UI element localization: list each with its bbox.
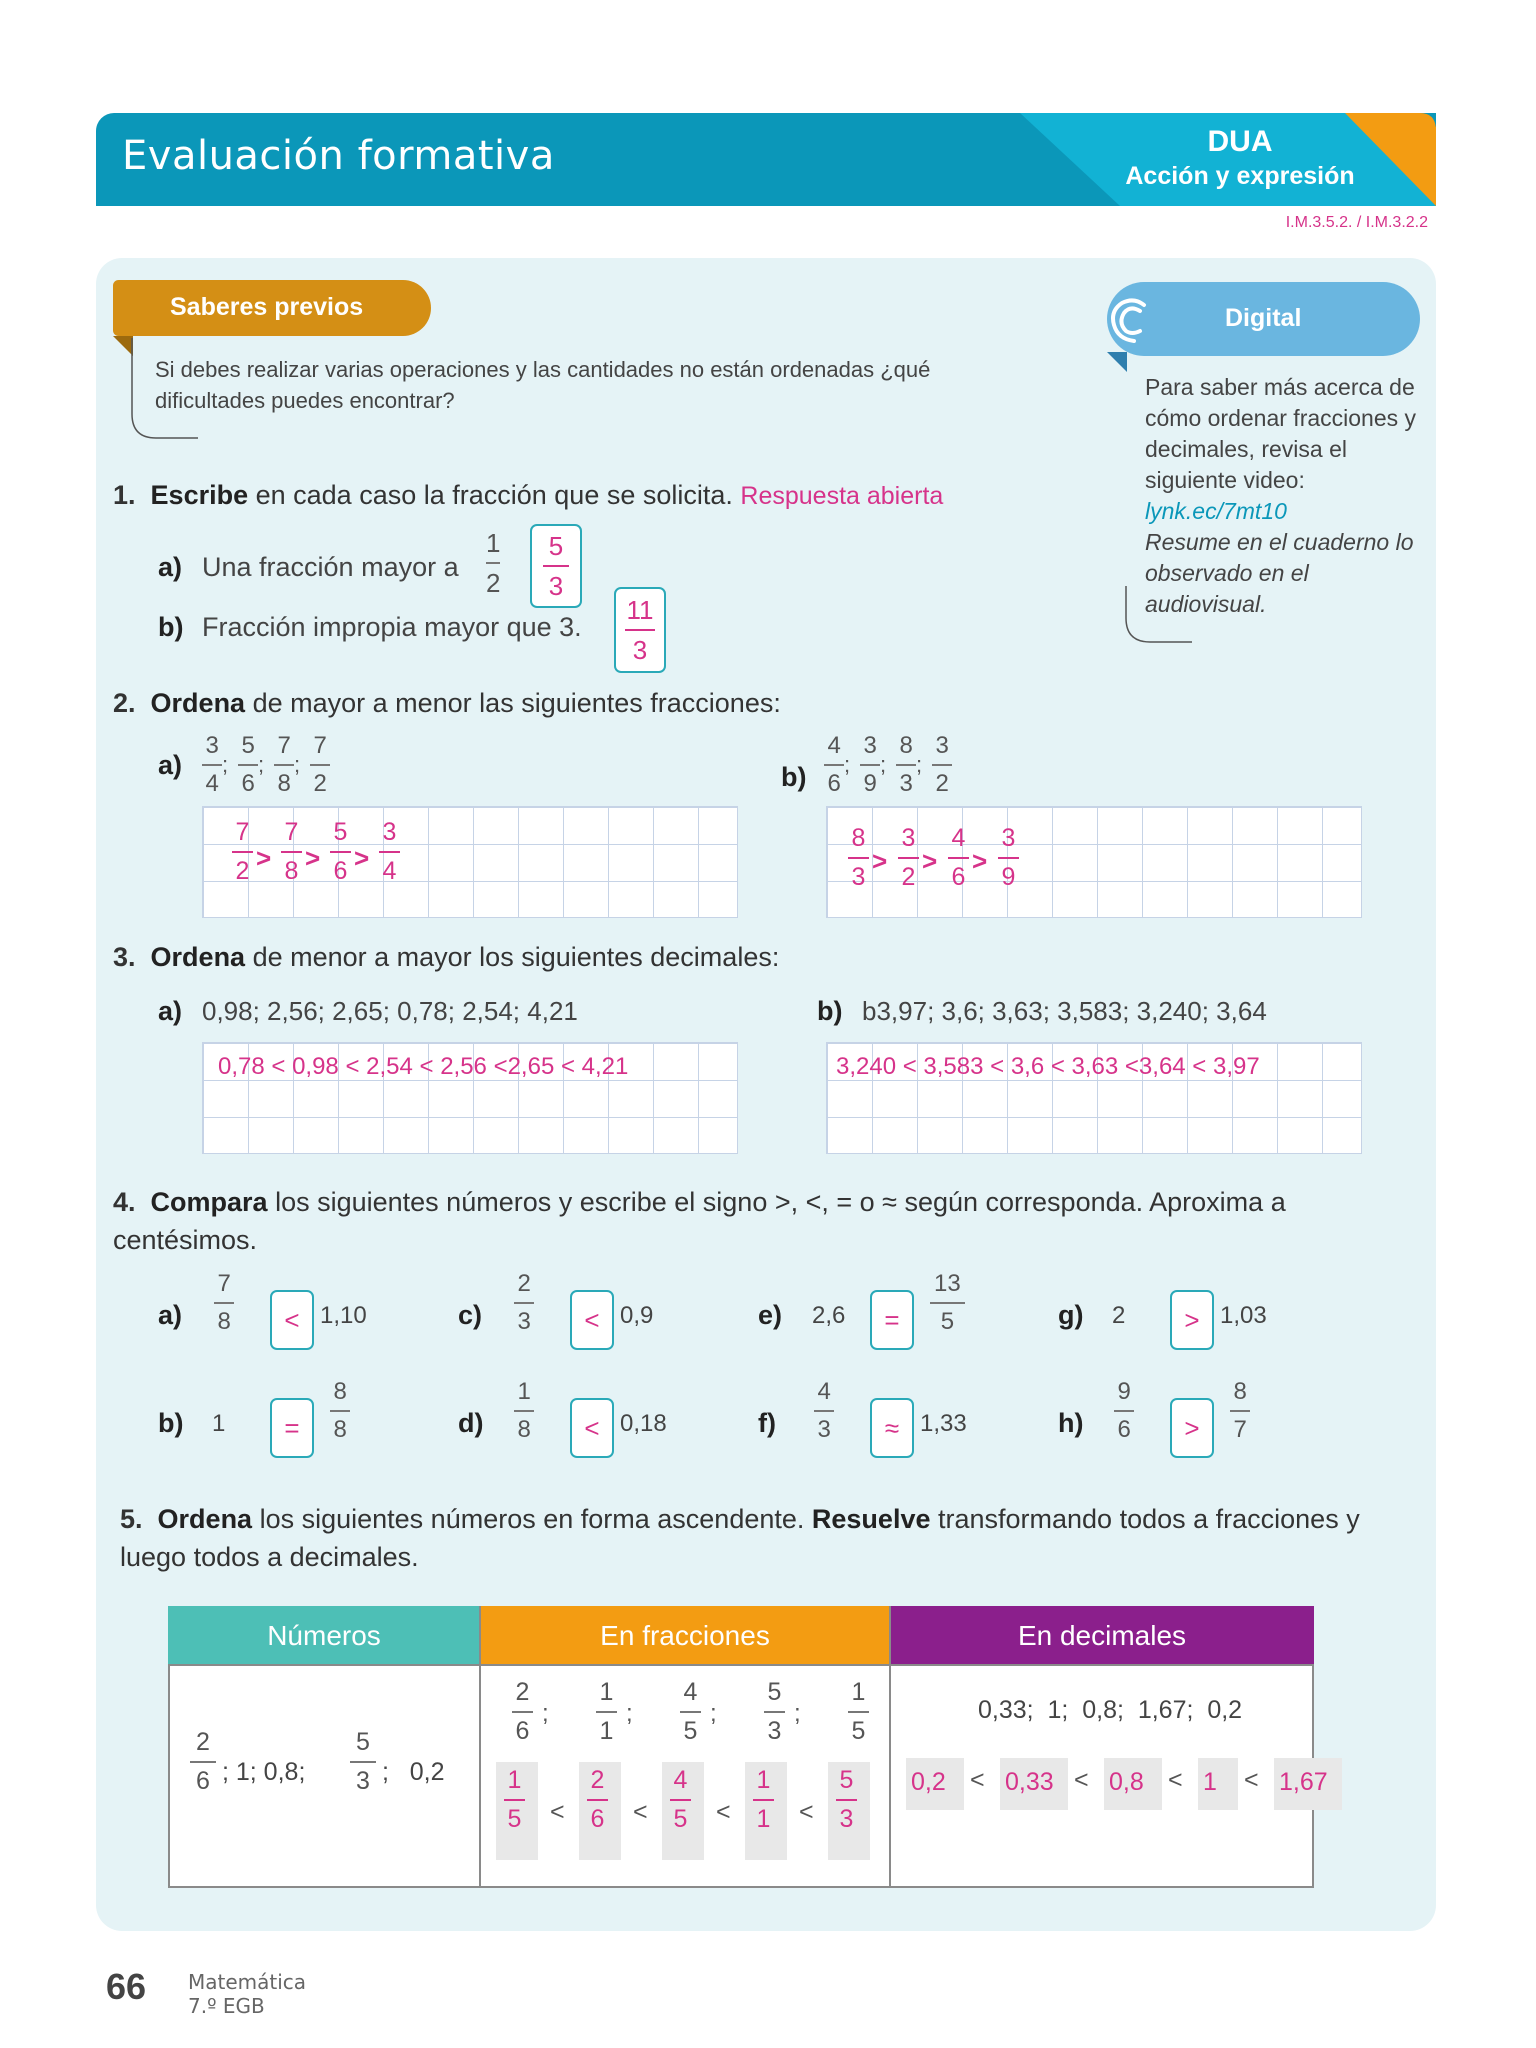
q1-number: 1.: [113, 480, 136, 510]
separator: ;: [258, 752, 265, 777]
q5-sorted-fraction: 2 6: [587, 1768, 608, 1832]
q1-verb: Escribe: [150, 480, 249, 510]
q2a-fraction: 7 8: [274, 734, 294, 796]
q5-fraction: 5 3: [764, 1680, 785, 1744]
q5-sorted-decimal: 0,8: [1109, 1768, 1144, 1796]
q1a-fraction: 1 2: [486, 528, 501, 598]
q4h-left: 9 6: [1114, 1380, 1134, 1442]
q5-header-decimales: En decimales: [890, 1606, 1314, 1666]
q3-prompt: 3. Ordena de menor a mayor los siguientes decimales:: [113, 942, 780, 972]
table-divider: [479, 1606, 481, 1888]
q2b-fraction: 4 6: [824, 734, 844, 796]
greater-than-sign: >: [305, 843, 321, 873]
q5-sorted-decimal: 0,33: [1005, 1768, 1054, 1796]
q4b-answer-box[interactable]: =: [270, 1398, 314, 1458]
q4a-answer-box[interactable]: <: [270, 1290, 314, 1350]
page-title: Evaluación formativa: [122, 133, 555, 179]
q2a-answer-fraction: 5 6: [330, 820, 351, 884]
saberes-question: Si debes realizar varias operaciones y las cantidades no están ordenadas ¿qué dificultades puedes encontrar?: [155, 357, 931, 413]
video-link[interactable]: lynk.ec/7mt10: [1145, 498, 1287, 524]
q3b-label: b): [817, 996, 843, 1026]
q2b-answer-fraction: 8 3: [848, 826, 869, 890]
less-than-sign: <: [1074, 1766, 1089, 1794]
separator: ;: [844, 752, 851, 777]
q5-fraction: 1 1: [596, 1680, 617, 1744]
less-than-sign: <: [716, 1798, 731, 1826]
q5-number-frac: 5 3: [350, 1730, 376, 1794]
table-divider: [168, 1664, 1314, 1666]
q2b-answer-fraction: 3 9: [998, 826, 1019, 890]
q5-sorted-decimal: 1: [1203, 1768, 1217, 1796]
q2b-answer-fraction: 3 2: [898, 826, 919, 890]
less-than-sign: <: [633, 1798, 648, 1826]
digital-label: Digital: [1225, 304, 1302, 332]
greater-than-sign: >: [972, 846, 988, 876]
q1b-text: Fracción impropia mayor que 3.: [202, 612, 582, 642]
separator: ;: [542, 1700, 549, 1727]
q4d-right: 0,18: [620, 1410, 667, 1437]
q5-sorted-fraction: 5 3: [836, 1768, 857, 1832]
q4h-answer-box[interactable]: >: [1170, 1398, 1214, 1458]
separator: ;: [222, 752, 229, 777]
q2b-label: b): [781, 762, 807, 792]
q5-numbers-mid: ; 1; 0,8;: [222, 1758, 306, 1786]
q2a-fraction: 5 6: [238, 734, 258, 796]
q4g-left: 2: [1112, 1302, 1126, 1329]
q5-decimals: 0,33; 1; 0,8; 1,67; 0,2: [978, 1696, 1243, 1724]
q4f-label: f): [758, 1408, 776, 1438]
q5-header-numeros: Números: [168, 1606, 480, 1666]
q5-sorted-fraction: 4 5: [670, 1768, 691, 1832]
separator: ;: [880, 752, 887, 777]
q4g-answer-box[interactable]: >: [1170, 1290, 1214, 1350]
q2b-fraction: 3 2: [932, 734, 952, 796]
q2-prompt: 2. Ordena de mayor a menor las siguientes fracciones:: [113, 688, 781, 718]
indicator-codes: I.M.3.5.2. / I.M.3.2.2: [1285, 214, 1428, 231]
q2a-answer-fraction: 3 4: [379, 820, 400, 884]
q1a-text: Una fracción mayor a: [202, 552, 459, 582]
q3a-label: a): [158, 996, 183, 1026]
q4a-left: 7 8: [214, 1272, 234, 1334]
q2b-fraction: 8 3: [896, 734, 916, 796]
less-than-sign: <: [1168, 1766, 1183, 1794]
greater-than-sign: >: [256, 843, 272, 873]
q4b-right: 8 8: [330, 1380, 350, 1442]
q5-prompt: 5. Ordena los siguientes números en forma ascendente. Resuelve transformando todos a fracciones y luego todos a decimales.: [120, 1504, 1360, 1572]
separator: ;: [794, 1700, 801, 1727]
digital-text: [1145, 372, 1425, 620]
saberes-previos-label: Saberes previos: [170, 293, 364, 321]
q3a-text: 0,98; 2,56; 2,65; 0,78; 2,54; 4,21: [202, 996, 578, 1026]
footer-subject: Matemática: [188, 1970, 307, 1994]
q2a-answer-fraction: 7 8: [281, 820, 302, 884]
table-divider: [889, 1606, 891, 1888]
q2a-answer-fraction: 7 2: [232, 820, 253, 884]
dua-subtitle: Acción y expresión: [1125, 162, 1355, 190]
less-than-sign: <: [970, 1766, 985, 1794]
q5-sorted-decimal: 0,2: [911, 1768, 946, 1796]
q2b-fraction: 3 9: [860, 734, 880, 796]
q4d-answer-box[interactable]: <: [570, 1398, 614, 1458]
greater-than-sign: >: [922, 846, 938, 876]
q4f-left: 4 3: [814, 1380, 834, 1442]
q2a-label: a): [158, 750, 183, 780]
q4e-right: 13 5: [930, 1272, 965, 1334]
q4c-right: 0,9: [620, 1302, 654, 1329]
q4e-label: e): [758, 1300, 783, 1330]
q3b-text: b3,97; 3,6; 3,63; 3,583; 3,240; 3,64: [862, 996, 1267, 1026]
q2a-fraction: 3 4: [202, 734, 222, 796]
q5-number-frac: 2 6: [190, 1730, 216, 1794]
digital-bracket: [1124, 586, 1194, 656]
q3a-answer: 0,78 < 0,98 < 2,54 < 2,56 <2,65 < 4,21: [218, 1053, 629, 1080]
q4e-answer-box[interactable]: =: [870, 1290, 914, 1350]
separator: ;: [294, 752, 301, 777]
q3b-answer: 3,240 < 3,583 < 3,6 < 3,63 <3,64 < 3,97: [836, 1053, 1260, 1080]
separator: ;: [916, 752, 923, 777]
q1a-answer-box[interactable]: $\frac{5}{3}$: [530, 524, 582, 608]
greater-than-sign: >: [354, 843, 370, 873]
q1b-label: b): [158, 612, 184, 642]
q1a-label: a): [158, 552, 183, 582]
q4f-answer-box[interactable]: ≈: [870, 1398, 914, 1458]
q5-sorted-decimal: 1,67: [1279, 1768, 1328, 1796]
q1-prompt: [113, 480, 943, 511]
q5-numbers-end: ; 0,2: [382, 1758, 445, 1786]
page-number: 66: [106, 1966, 147, 2007]
q4f-right: 1,33: [920, 1410, 967, 1437]
q4c-label: c): [458, 1300, 483, 1330]
footer-grade: 7.º EGB: [188, 1994, 265, 2018]
digital-note: Resume en el cuaderno lo observado en el audiovisual.: [1145, 529, 1414, 617]
greater-than-sign: >: [872, 846, 888, 876]
q4d-left: 1 8: [514, 1380, 534, 1442]
q4e-left: 2,6: [812, 1302, 846, 1329]
q4d-label: d): [458, 1408, 484, 1438]
digital-desc: Para saber más acerca de cómo ordenar fracciones y decimales, revisa el siguiente video:: [1145, 374, 1417, 493]
q5-sorted-fraction: 1 5: [504, 1768, 525, 1832]
less-than-sign: <: [799, 1798, 814, 1826]
q2b-answer-fraction: 4 6: [948, 826, 969, 890]
digital-icon: [1104, 295, 1154, 351]
q4c-answer-box[interactable]: <: [570, 1290, 614, 1350]
q1b-answer-box[interactable]: $\frac{11}{3}$: [614, 587, 666, 673]
q4a-right: 1,10: [320, 1302, 367, 1329]
separator: ;: [710, 1700, 717, 1727]
dua-title: DUA: [1207, 125, 1273, 158]
q4a-label: a): [158, 1300, 183, 1330]
q4g-right: 1,03: [1220, 1302, 1267, 1329]
less-than-sign: <: [550, 1798, 565, 1826]
q4b-left: 1: [212, 1410, 226, 1437]
q4h-label: h): [1058, 1408, 1084, 1438]
q1-open-answer: Respuesta abierta: [740, 482, 944, 510]
q5-fraction: 2 6: [512, 1680, 533, 1744]
q5-fraction: 4 5: [680, 1680, 701, 1744]
q4-prompt: 4. Compara los siguientes números y escribe el signo >, <, = o ≈ según corresponda. Aproxima a centésimos.: [113, 1187, 1286, 1255]
tab-fold: [1107, 352, 1127, 372]
q2a-fraction: 7 2: [310, 734, 330, 796]
q5-fraction: 1 5: [848, 1680, 869, 1744]
separator: ;: [626, 1700, 633, 1727]
q4h-right: 8 7: [1230, 1380, 1250, 1442]
less-than-sign: <: [1244, 1766, 1259, 1794]
q4g-label: g): [1058, 1300, 1084, 1330]
q4c-left: 2 3: [514, 1272, 534, 1334]
q5-sorted-fraction: 1 1: [753, 1768, 774, 1832]
q1-rest: en cada caso la fracción que se solicita.: [248, 480, 733, 510]
q4b-label: b): [158, 1408, 184, 1438]
q5-header-fracciones: En fracciones: [480, 1606, 890, 1666]
